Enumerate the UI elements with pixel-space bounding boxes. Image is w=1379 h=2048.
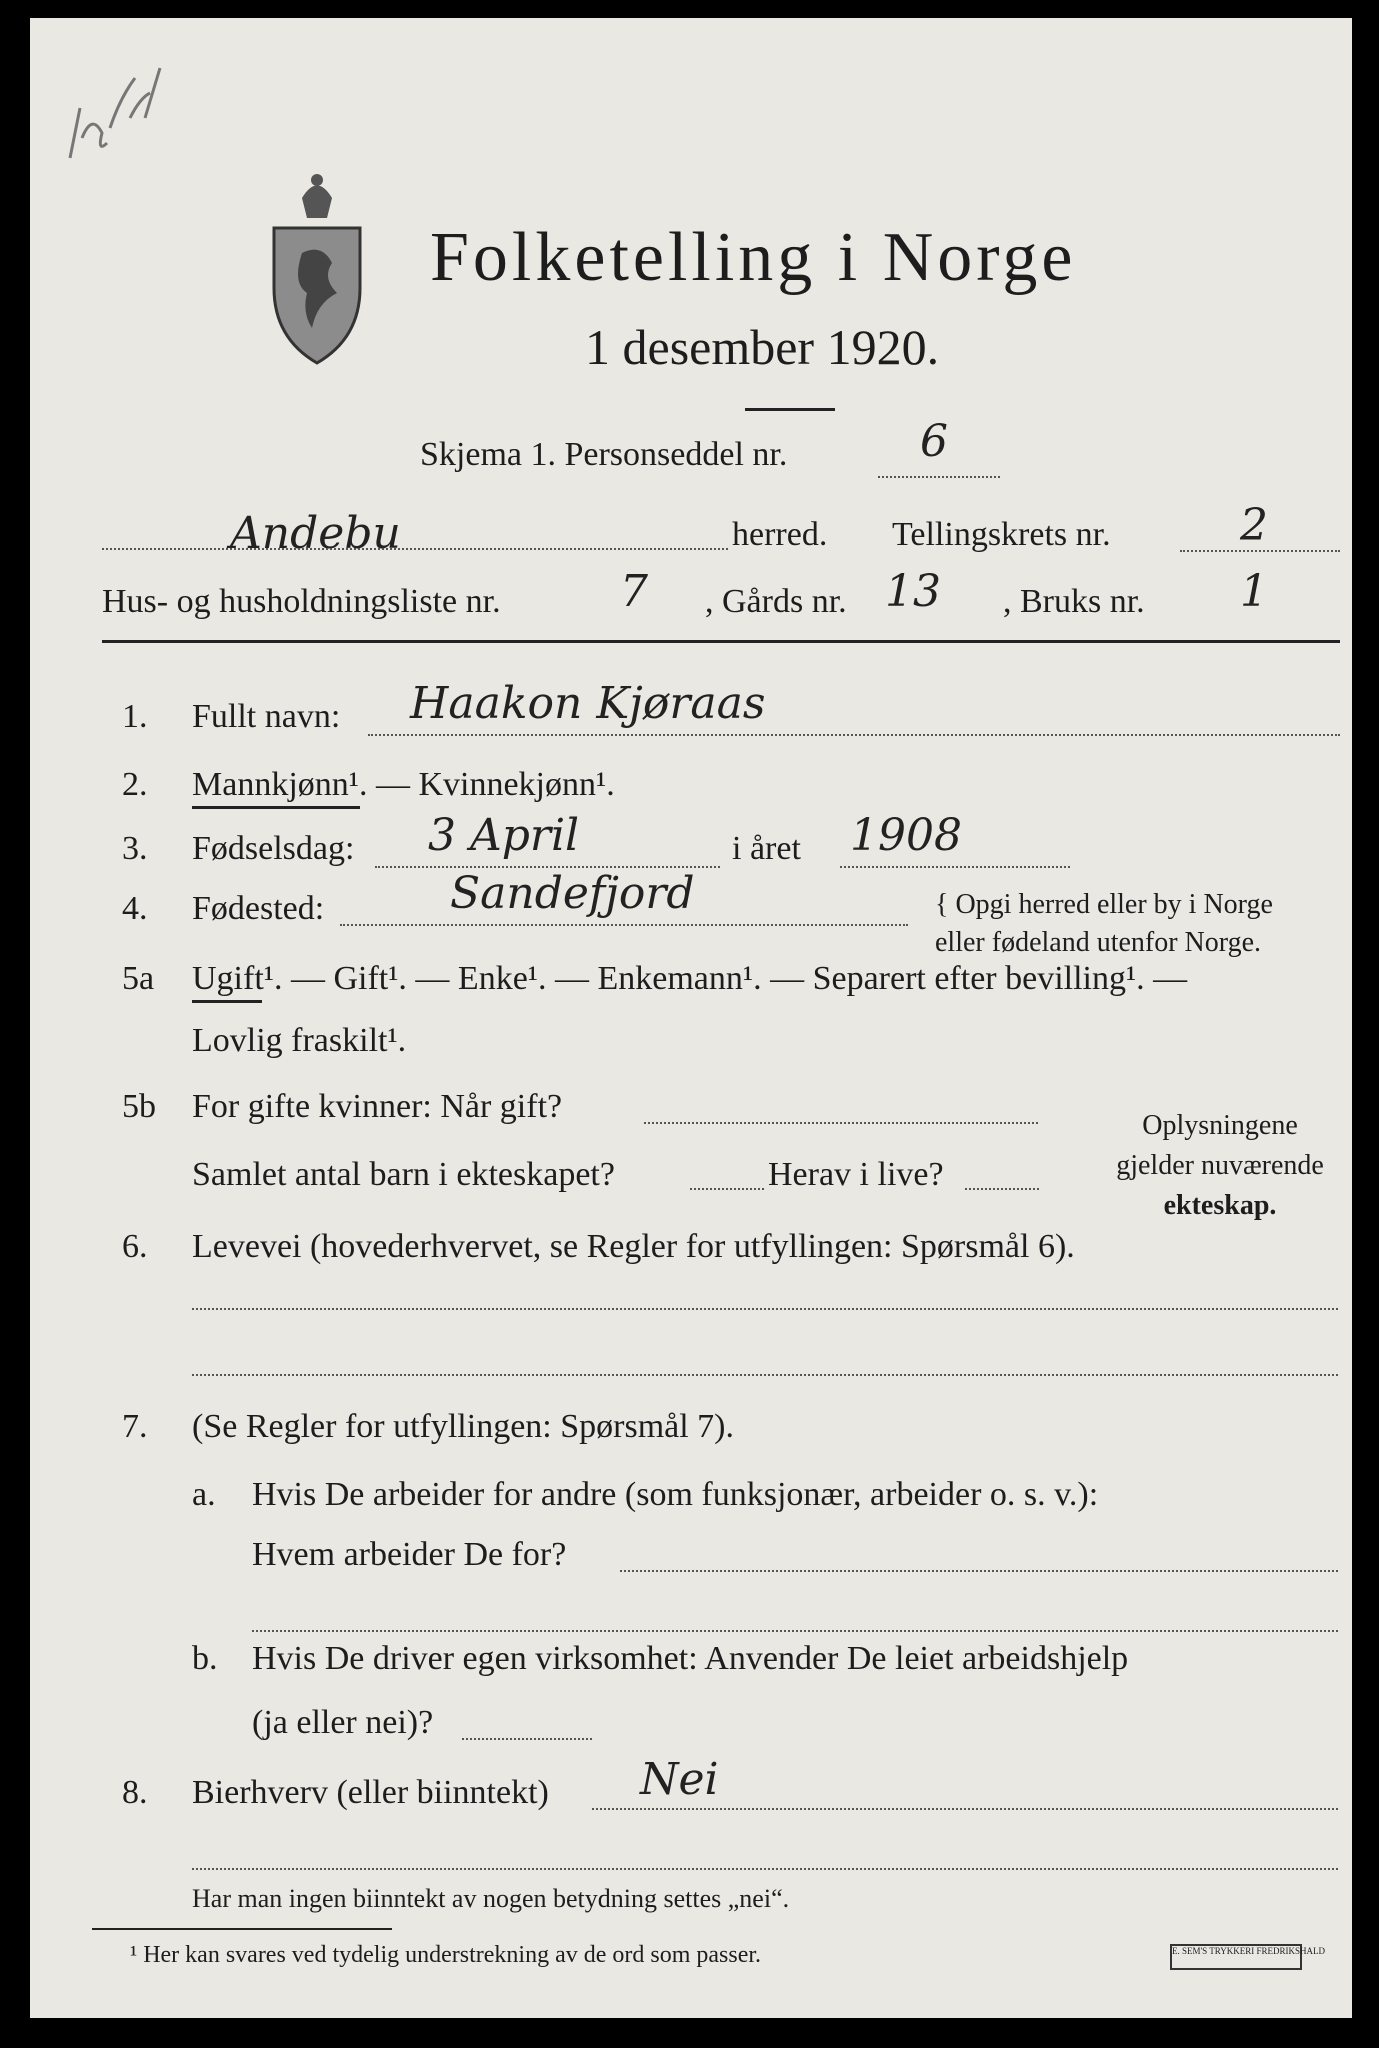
herred-label: herred. bbox=[732, 516, 828, 553]
item-3-number: 3. bbox=[122, 830, 148, 867]
item-7a-label: Hvis De arbeider for andre (som funksjonær, arbeider o. s. v.): bbox=[252, 1476, 1099, 1513]
marriage-note-line-2: gjelder nuværende bbox=[1116, 1150, 1324, 1181]
marital-status-label-cont: Lovlig fraskilt¹. bbox=[192, 1022, 407, 1059]
employer-dotted-line-2 bbox=[252, 1630, 1338, 1632]
item-7-label: (Se Regler for utfyllingen: Spørsmål 7). bbox=[192, 1408, 735, 1445]
footnote-rule bbox=[92, 1928, 392, 1930]
item-7a-letter: a. bbox=[192, 1476, 216, 1513]
birthplace-label: Fødested: bbox=[192, 890, 325, 927]
birth-year-label: i året bbox=[732, 830, 801, 867]
personseddel-number: 6 bbox=[920, 416, 948, 467]
pencil-scribble-mark bbox=[50, 48, 200, 188]
side-income-dotted-line bbox=[592, 1808, 1338, 1810]
marriage-note bbox=[1100, 1106, 1340, 1226]
full-name-dotted-line bbox=[368, 734, 1340, 736]
tellingskrets-label: Tellingskrets nr. bbox=[892, 516, 1111, 553]
birthplace-note-line-1: { Opgi herred eller by i Norge bbox=[935, 889, 1273, 920]
side-income-value: Nei bbox=[640, 1754, 719, 1805]
married-women-label: For gifte kvinner: Når gift? bbox=[192, 1088, 563, 1125]
personseddel-dotted-line bbox=[878, 476, 1000, 478]
title-divider bbox=[745, 408, 835, 411]
bruks-number: 1 bbox=[1240, 566, 1268, 617]
full-name-label: Fullt navn: bbox=[192, 698, 341, 735]
hired-help-dotted-line bbox=[462, 1738, 592, 1740]
item-8-number: 8. bbox=[122, 1774, 148, 1811]
birthplace-note-line-2: eller fødeland utenfor Norge. bbox=[935, 927, 1262, 958]
alive-dotted-line bbox=[965, 1188, 1039, 1190]
item-1-number: 1. bbox=[122, 698, 148, 735]
alive-label: Herav i live? bbox=[768, 1156, 944, 1193]
herred-value: Andebu bbox=[230, 508, 401, 559]
printer-stamp bbox=[1170, 1944, 1325, 1970]
occupation-dotted-line-1 bbox=[192, 1308, 1338, 1310]
gender-label: Mannkjønn¹. — Kvinnekjønn¹. bbox=[192, 766, 615, 803]
birthplace-value: Sandefjord bbox=[450, 868, 695, 919]
marital-status-label: Ugift¹. — Gift¹. — Enke¹. — Enkemann¹. — Separert efter bevilling¹. — bbox=[192, 960, 1188, 997]
children-dotted-line bbox=[690, 1188, 764, 1190]
gards-number: 13 bbox=[885, 566, 941, 617]
footnote: ¹ Her kan svares ved tydelig understrekning av de ord som passer. bbox=[130, 1942, 762, 1968]
bruks-label: , Bruks nr. bbox=[1003, 583, 1145, 620]
item-4-number: 4. bbox=[122, 890, 148, 927]
husholdningsliste-number: 7 bbox=[620, 566, 648, 617]
birthplace-note bbox=[935, 886, 1273, 962]
husholdningsliste-label: Hus- og husholdningsliste nr. bbox=[102, 583, 501, 620]
item-6-number: 6. bbox=[122, 1228, 148, 1265]
item-2-number: 2. bbox=[122, 766, 148, 803]
coat-of-arms-icon bbox=[262, 168, 372, 368]
item-5b-number: 5b bbox=[122, 1088, 156, 1125]
herred-dotted-line bbox=[102, 548, 728, 550]
employer-label: Hvem arbeider De for? bbox=[252, 1536, 567, 1573]
birthdate-value: 3 April bbox=[428, 810, 580, 861]
printer-stamp-text: E. SEM'S TRYKKERI FREDRIKSHALD bbox=[1172, 1946, 1325, 1956]
marriage-note-line-3: ekteskap. bbox=[1163, 1190, 1277, 1221]
form-date: 1 desember 1920. bbox=[585, 319, 940, 375]
schema-label: Skjema 1. Personseddel nr. bbox=[420, 436, 788, 473]
gender-underline bbox=[192, 806, 360, 809]
birthdate-label: Fødselsdag: bbox=[192, 830, 355, 867]
hired-help-label: (ja eller nei)? bbox=[252, 1704, 434, 1741]
side-income-label: Bierhverv (eller biinntekt) bbox=[192, 1774, 549, 1811]
occupation-label: Levevei (hovederhvervet, se Regler for utfyllingen: Spørsmål 6). bbox=[192, 1228, 1075, 1265]
item-7-number: 7. bbox=[122, 1408, 148, 1445]
occupation-dotted-line-2 bbox=[192, 1374, 1338, 1376]
tellingskrets-number: 2 bbox=[1240, 500, 1268, 551]
employer-dotted-line bbox=[620, 1570, 1338, 1572]
full-name-value: Haakon Kjøraas bbox=[410, 678, 766, 729]
birth-year-dotted-line bbox=[840, 866, 1070, 868]
item-7b-label: Hvis De driver egen virksomhet: Anvender De leiet arbeidshjelp bbox=[252, 1640, 1129, 1677]
header-rule bbox=[102, 640, 1340, 643]
tellingskrets-dotted-line bbox=[1180, 550, 1340, 552]
form-title: Folketelling i Norge bbox=[430, 219, 1077, 296]
birthplace-dotted-line bbox=[340, 924, 908, 926]
census-form-page bbox=[30, 18, 1352, 2018]
birth-year-value: 1908 bbox=[850, 810, 962, 861]
gards-label: , Gårds nr. bbox=[705, 583, 847, 620]
item-7b-letter: b. bbox=[192, 1640, 218, 1677]
children-label: Samlet antal barn i ekteskapet? bbox=[192, 1156, 615, 1193]
marital-status-underline bbox=[192, 1000, 262, 1003]
item-5a-number: 5a bbox=[122, 960, 155, 997]
married-when-dotted-line bbox=[644, 1122, 1038, 1124]
side-income-note: Har man ingen biinntekt av nogen betydning settes „nei“. bbox=[192, 1884, 790, 1913]
marriage-note-line-1: Oplysningene bbox=[1142, 1110, 1298, 1141]
side-income-dotted-line-2 bbox=[192, 1868, 1338, 1870]
